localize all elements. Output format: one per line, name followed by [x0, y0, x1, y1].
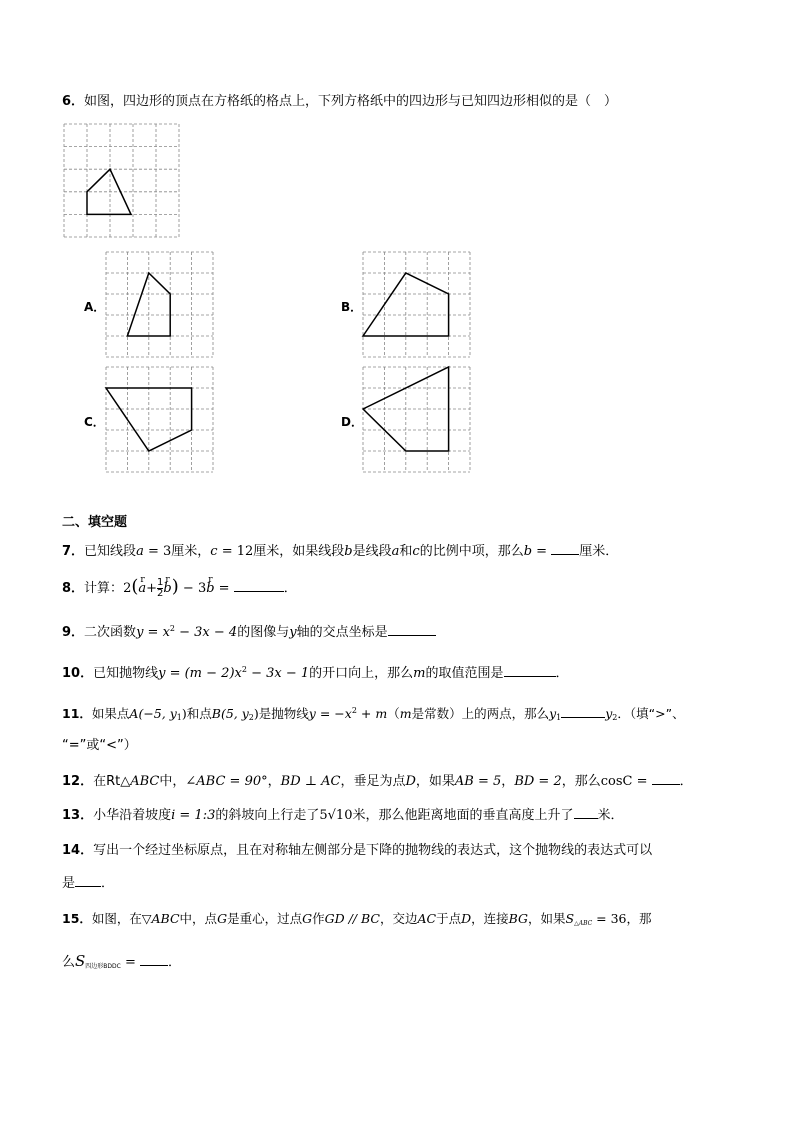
q15-text: ，如果	[528, 911, 566, 926]
q15-text: 如图，在▽	[91, 911, 152, 926]
q9-expression: − 3x − 4	[175, 625, 238, 640]
q7-text: 厘米，	[171, 544, 211, 559]
q11-var: y	[605, 706, 613, 721]
q13-distance: 5√10	[319, 808, 353, 823]
q7-text: 已知线段	[84, 544, 137, 559]
question-11-continued: “=”或“<”）	[62, 738, 137, 753]
answer-blank[interactable]	[388, 622, 436, 636]
answer-blank[interactable]	[574, 805, 598, 819]
question-number: 14．	[62, 843, 94, 858]
q12-text: ，那么	[561, 774, 601, 789]
option-b-grid-figure[interactable]	[363, 252, 471, 358]
q15-segment: BG	[508, 911, 529, 926]
q8-text: ．	[283, 581, 297, 596]
question-text: 如图，四边形的顶点在方格纸的格点上，下列方格纸中的四边形与已知四边形相似的是（ ）	[84, 94, 618, 109]
q8-operator: +	[146, 581, 158, 596]
question-6	[62, 93, 617, 111]
question-number: 12．	[62, 774, 94, 789]
q10-text: 已知抛物线	[93, 666, 159, 681]
q12-text: ，	[267, 774, 281, 789]
q15-area: S	[75, 952, 86, 970]
q13-text: 米．	[597, 808, 624, 823]
q15-area-subscript: 四边形BDDC	[85, 963, 121, 970]
q12-length: AB = 5	[454, 774, 502, 789]
q7-var: b	[344, 544, 353, 559]
q11-text: （	[387, 706, 400, 721]
question-number: 8．	[62, 581, 85, 596]
q14-text: 是	[62, 876, 76, 891]
q12-length: BD = 2	[514, 774, 562, 789]
q15-area: S	[565, 911, 575, 926]
q12-angle: ∠ABC = 90°	[185, 774, 268, 789]
q8-vector-a: r a	[138, 576, 146, 602]
q8-equals: =	[214, 581, 230, 596]
q9-text: 轴的交点坐标是	[296, 625, 388, 640]
section-heading: 二、填空题	[62, 515, 128, 530]
question-number: 6．	[62, 94, 85, 109]
answer-blank[interactable]	[75, 873, 101, 887]
q9-exponent: 2	[169, 624, 175, 633]
option-d-label[interactable]: D．	[341, 415, 363, 429]
question-number: 10．	[62, 666, 94, 681]
q15-area-subscript: △ABC	[574, 920, 593, 927]
q10-exponent: 2	[241, 665, 247, 674]
q15-point: D	[461, 911, 472, 926]
q12-text: 中，	[159, 774, 186, 789]
q15-text: ．	[168, 955, 182, 970]
q15-equals: =	[120, 955, 136, 970]
q12-triangle: ABC	[130, 774, 160, 789]
question-number: 11．	[62, 706, 92, 721]
q7-var: a	[136, 544, 144, 559]
q15-area-value: = 36	[592, 911, 627, 926]
q11-var: y	[549, 706, 557, 721]
q8-vector-b: r b	[206, 576, 214, 602]
q7-value: = 12	[217, 544, 254, 559]
q9-text: 的图像与	[237, 625, 290, 640]
q11-paren: )	[253, 706, 259, 721]
q10-expression: y = (m − 2)x	[158, 666, 242, 681]
q11-expression: + m	[356, 706, 388, 721]
question-11	[62, 702, 685, 727]
question-15	[62, 910, 652, 933]
question-8: 8．计算：2(r a+ $\frac{1}{2}$ r b) − 3r b = ．	[62, 574, 297, 602]
q12-point: D	[405, 774, 416, 789]
q11-subscript: 2	[612, 713, 618, 722]
q9-text: 二次函数	[84, 625, 137, 640]
fraction-denominator: 2	[157, 588, 164, 599]
q12-text: 在Rt△	[93, 774, 131, 789]
q15-text: ，连接	[471, 911, 509, 926]
question-10	[62, 661, 569, 683]
q15-text: ，交边	[379, 911, 418, 926]
question-14-continued	[62, 873, 114, 893]
q11-point-b: B(5, y	[211, 706, 249, 721]
q7-text: 的比例中项，那么	[419, 544, 524, 559]
q11-point-a: A(−5, y	[129, 706, 177, 721]
q11-text: 和点	[186, 706, 212, 721]
answer-blank[interactable]	[140, 952, 168, 966]
answer-blank[interactable]	[504, 663, 556, 677]
q7-var: b	[523, 544, 533, 559]
answer-blank[interactable]	[652, 771, 680, 785]
q7-var: c	[210, 544, 218, 559]
reference-grid-figure	[64, 124, 180, 238]
answer-blank[interactable]	[234, 578, 284, 592]
q15-text: 么	[62, 955, 76, 970]
q8-text: 计算：	[84, 581, 124, 596]
q11-paren: )	[181, 706, 187, 721]
option-c-label[interactable]: C．	[84, 415, 105, 429]
q12-cosine: cosC =	[600, 774, 648, 789]
q10-text: ．	[555, 666, 569, 681]
q9-var: y	[289, 625, 297, 640]
q7-text: 厘米．	[579, 544, 619, 559]
option-a-label[interactable]: A．	[84, 300, 106, 314]
question-number: 7．	[62, 544, 85, 559]
question-number: 9．	[62, 625, 85, 640]
q11-exponent: 2	[351, 706, 357, 715]
q11-expression: y = −x	[308, 706, 352, 721]
q14-text: ．	[101, 876, 115, 891]
q10-var: m	[413, 666, 426, 681]
question-12	[62, 771, 693, 791]
question-7	[62, 541, 618, 561]
q7-var: a	[391, 544, 400, 559]
question-14	[62, 842, 652, 860]
option-a-grid-figure[interactable]	[106, 252, 214, 358]
q10-expression: − 3x − 1	[246, 666, 310, 681]
q8-operator: − 3	[178, 581, 207, 596]
q8-coefficient: 2	[123, 581, 132, 596]
question-number: 15．	[62, 911, 92, 926]
q15-text: 作	[312, 911, 325, 926]
question-9	[62, 620, 436, 642]
question-15-continued	[62, 952, 181, 976]
q13-text: 小华沿着坡度	[93, 808, 172, 823]
q12-text: ．	[679, 774, 693, 789]
q11-subscript: 1	[176, 713, 182, 722]
fraction-numerator: 1	[157, 577, 164, 588]
q12-text: ，垂足为点	[340, 774, 406, 789]
q11-subscript: 2	[248, 713, 254, 722]
q11-text: 是常数）上的两点，那么	[411, 706, 550, 721]
answer-blank[interactable]	[561, 704, 605, 718]
q8-vector-b: r b	[163, 576, 171, 602]
q13-text: 的斜坡向上行走了	[215, 808, 320, 823]
q12-text: ，	[501, 774, 515, 789]
question-13	[62, 805, 624, 825]
q13-slope: i = 1:3	[171, 808, 216, 823]
answer-blank[interactable]	[551, 541, 579, 555]
q15-text: 于点	[436, 911, 462, 926]
q15-text: 中，点	[179, 911, 218, 926]
q15-point: G	[217, 911, 228, 926]
q7-text: 和	[399, 544, 413, 559]
q7-text: 厘米，如果线段	[253, 544, 345, 559]
q11-subscript: 1	[556, 713, 562, 722]
q11-text: 如果点	[91, 706, 130, 721]
q11-text: ．（填“>”、	[617, 706, 685, 721]
q12-text: ，如果	[415, 774, 455, 789]
q9-expression: y = x	[136, 625, 170, 640]
option-b-label[interactable]: B．	[341, 300, 363, 314]
q7-var: c	[412, 544, 420, 559]
q15-triangle: ABC	[151, 911, 180, 926]
q15-side: AC	[417, 911, 437, 926]
q15-parallel: GD // BC	[324, 911, 380, 926]
q7-value: = 3	[143, 544, 172, 559]
q11-text: 是抛物线	[258, 706, 309, 721]
q10-text: 的开口向上，那么	[309, 666, 414, 681]
q12-perpendicular: BD ⊥ AC	[280, 774, 341, 789]
q7-text: 是线段	[352, 544, 392, 559]
q10-text: 的取值范围是	[425, 666, 504, 681]
q11-var: m	[399, 706, 412, 721]
q15-text: ，那	[626, 911, 652, 926]
option-c-grid-figure[interactable]	[106, 367, 214, 473]
q13-text: 米，那么他距离地面的垂直高度上升了	[352, 808, 574, 823]
question-number: 13．	[62, 808, 94, 823]
q15-text: 是重心，过点	[227, 911, 303, 926]
q15-point: G	[302, 911, 313, 926]
option-d-grid-figure[interactable]	[363, 367, 471, 473]
q14-text: 写出一个经过坐标原点，且在对称轴左侧部分是下降的抛物线的表达式，这个抛物线的表达式可以	[93, 843, 653, 858]
q7-equals: =	[532, 544, 548, 559]
